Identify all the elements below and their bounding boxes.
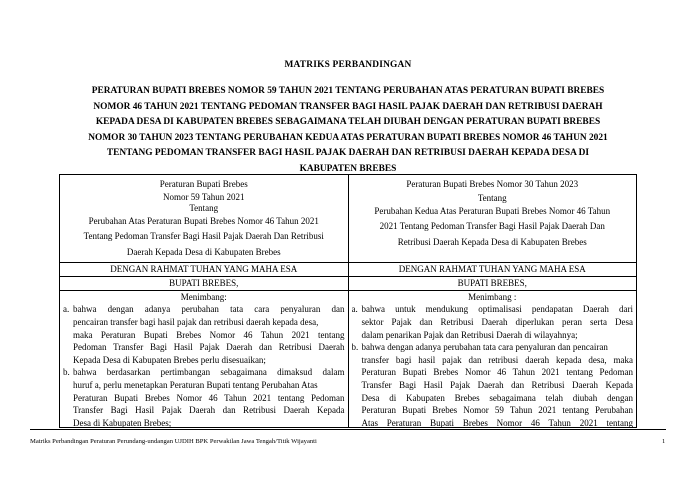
document-title: MATRIKS PERBANDINGAN [284,60,412,70]
list-item [63,303,345,366]
item-line: Kepada Desa di Kabupaten Brebes perlu disesuaikan; [73,354,266,365]
item-marker: b. [63,367,70,378]
right-rahmat: DENGAN RAHMAT TUHAN YANG MAHA ESA [348,262,637,276]
footer-divider [30,429,666,430]
menimbang-label: Menimbang: [180,291,227,302]
heading-line: KABUPATEN BREBES [299,163,397,174]
header-line: Tentang Pedoman Transfer Bagi Hasil Pajak Daerah Dan Retribusi [83,231,324,242]
right-menimbang-cell [348,290,637,427]
table-row [60,262,637,276]
header-line: Tentang [189,203,219,214]
header-line: Perubahan Kedua Atas Peraturan Bupati Brebes Nomor 46 Tahun [374,206,611,217]
item-line: transfer bagi hasil pajak dan retribusi daerah kepada desa, maka [361,354,633,365]
item-line: Pedoman Transfer Bagi Hasil Pajak Daerah dan Retribusi Daerah [73,342,345,353]
table-row [60,276,637,290]
heading-line: NOMOR 30 TAHUN 2023 TENTANG PERUBAHAN KEDUA ATAS PERATURAN BUPATI BREBES NOMOR 46 TAHUN 2021 [88,132,608,143]
item-line: Desa di Kabupaten Brebes; [73,417,172,427]
header-line: Peraturan Bupati Brebes Nomor 30 Tahun 2023 [406,179,579,189]
header-line: Daerah Kepada Desa di Kabupaten Brebes [126,246,281,257]
item-line: bahwa untuk mendukung optimalisasi pendapatan Daerah dari [361,304,633,315]
list-item [352,303,634,341]
right-bupati: BUPATI BREBES, [348,276,637,290]
heading-line: TENTANG PEDOMAN TRANSFER BAGI HASIL PAJAK DAERAH DAN RETRIBUSI DAERAH KEPADA DESA DI [106,148,590,158]
header-line: 2021 Tentang Pedoman Transfer Bagi Hasil Pajak Daerah Dan [379,221,605,232]
left-regulation-header [60,175,349,263]
left-bupati: BUPATI BREBES, [60,276,349,290]
table-row [60,290,637,427]
menimbang-label: Menimbang : [468,291,517,302]
item-line: bahwa berdasarkan pertimbangan sebagaimana dimaksud dalam [73,367,345,378]
header-line: Peraturan Bupati Brebes [159,179,248,189]
left-rahmat: DENGAN RAHMAT TUHAN YANG MAHA ESA [60,262,349,276]
footer-text: Matriks Perbandingan Peraturan Perundang-undangan UJDIH BPK Perwakilan Jawa Tengah/Titik Wijayanti [30,438,317,445]
item-marker: a. [351,304,358,315]
item-line: Peraturan Bupati Brebes Nomor 46 Tahun 2021 tentang Pedoman [361,367,633,378]
item-line: Atas Peraturan Bupati Brebes Nomor 46 Tahun 2021 tentang [361,417,633,427]
right-regulation-header [348,175,637,263]
header-line: Tentang [477,193,507,204]
item-line: Peraturan Bupati Brebes Nomor 46 Tahun 2021 tentang Pedoman [73,392,345,403]
page-number: 1 [662,438,666,445]
header-line: Retribusi Daerah Kepada Desa di Kabupaten Brebes [397,236,587,247]
header-line: Perubahan Atas Peraturan Bupati Brebes Nomor 46 Tahun 2021 [88,216,319,227]
item-line: pencairan transfer bagi hasil pajak dan retribusi daerah kepada desa, [73,317,319,327]
item-line: Peraturan Bupati Brebes Nomor 59 Tahun 2021 tentang Perubahan [361,405,633,416]
regulation-heading [78,84,618,177]
comparison-table [59,174,637,428]
heading-line: KEPADA DESA DI KABUPATEN BREBES SEBAGAIMANA TELAH DIUBAH DENGAN PERATURAN BUPATI BREBES [95,117,601,127]
item-line: bahwa dengan adanya perubahan tata cara penyaluran dan pencairan [361,342,608,353]
item-line: huruf a, perlu menetapkan Peraturan Bupati tentang Perubahan Atas [73,379,318,390]
item-marker: a. [63,304,70,315]
item-line: dalam penarikan Pajak dan Retribusi Daerah di wilayahnya; [361,329,578,340]
heading-line: PERATURAN BUPATI BREBES NOMOR 59 TAHUN 2021 TENTANG PERUBAHAN ATAS PERATURAN BUPATI BREBES [91,86,605,96]
item-line: Transfer Bagi Hasil Pajak Daerah dan Retribusi Daerah Kepada [73,405,345,416]
item-line: bahwa dengan adanya perubahan tata cara penyaluran dan [73,304,345,315]
item-line: Desa di Kabupaten Brebes sebagaimana telah diubah dengan [361,392,633,403]
left-menimbang-cell [60,290,349,427]
item-marker: b. [351,342,359,353]
item-line: sektor Pajak dan Retribusi Daerah diperlukan peran serta Desa [361,317,633,327]
list-item [352,341,634,427]
list-item [63,366,345,426]
item-line: Transfer Bagi Hasil Pajak Daerah dan Retribusi Daerah Kepada [361,379,633,390]
item-line: maka Peraturan Bupati Brebes Nomor 46 Tahun 2021 tentang [73,329,345,340]
heading-line: NOMOR 46 TAHUN 2021 TENTANG PEDOMAN TRANSFER BAGI HASIL PAJAK DAERAH DAN RETRIBUSI DAERAH [93,101,603,112]
header-line: Nomor 59 Tahun 2021 [163,192,245,203]
table-header-row [60,175,637,263]
